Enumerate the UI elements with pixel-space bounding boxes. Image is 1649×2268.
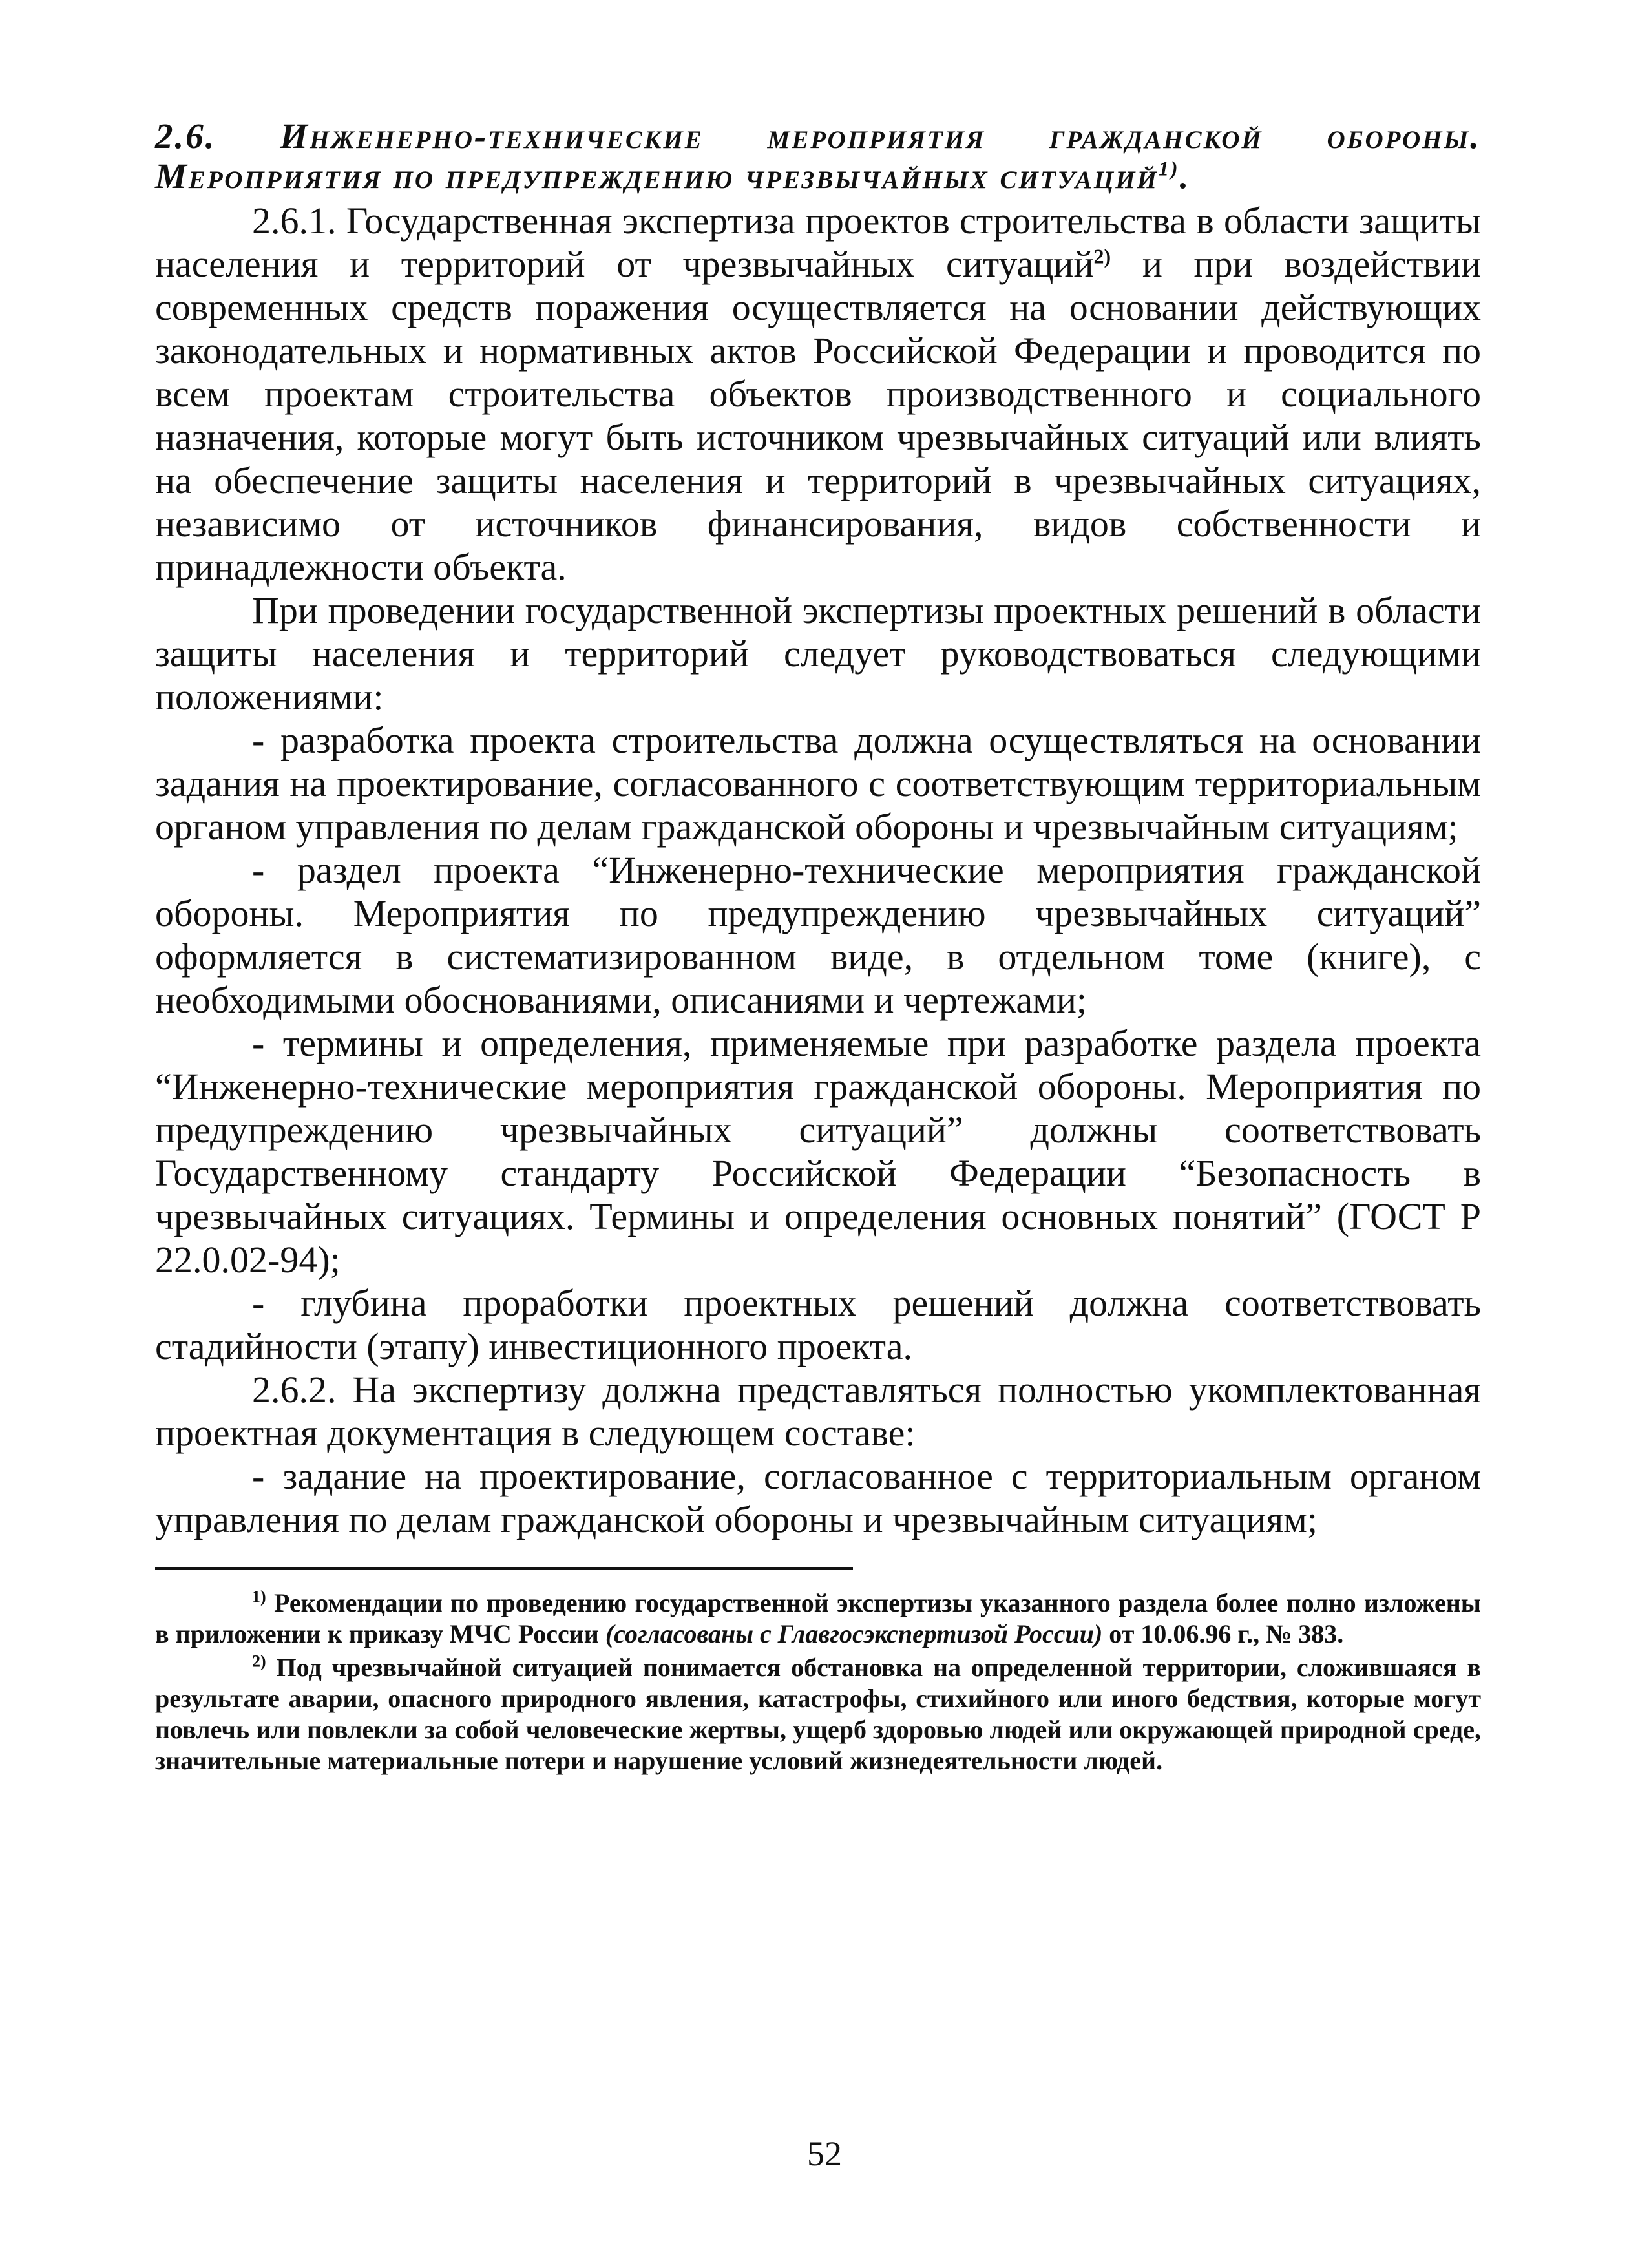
list-item: - задание на проектирование, согласованное с территориальным органом управления по делам гражданской обороны и чрезвычайным ситуациям; [155,1455,1481,1540]
section-heading [155,116,1481,196]
footnote-text: Под чрезвычайной ситуацией понимается обстановка на определенной территории, сложившаяся в результате аварии, опасного природного явления, катастрофы, стихийного или иного бедствия, которые могут повлечь или повлекли за собой человеческие жертвы, ущерб здоровью людей или окружающей природной среде, значительные материальные потери и нарушение условий жизнедеятельности людей. [155,1653,1481,1775]
footnote-1 [155,1588,1481,1650]
paragraph: При проведении государственной экспертизы проектных решений в области защиты населения и территорий следует руководствоваться следующими положениями: [155,589,1481,718]
paragraph-2-6-2: 2.6.2. На экспертизу должна представляться полностью укомплектованная проектная документация в следующем составе: [155,1369,1481,1454]
footnote-text: Рекомендации по проведению государственной экспертизы указанного раздела более полно изложены в приложении к приказу МЧС России [155,1588,1481,1648]
paragraph-2-6-1 [155,199,1481,589]
footnote-text: от 10.06.96 г., № 383. [1102,1619,1344,1648]
list-item: - разработка проекта строительства должна осуществляться на основании задания на проектирование, согласованного с соответствующим территориальным органом управления по делам гражданской обороны и чрезвычайным ситуациям; [155,719,1481,848]
section-heading-text: 2.6. Инженерно-технические мероприятия гражданской обороны. Мероприятия по предупреждению чрезвычайных ситуаций [155,116,1481,196]
list-item: - раздел проекта “Инженерно-технические мероприятия гражданской обороны. Мероприятия по предупреждению чрезвычайных ситуаций” оформляется в систематизированном виде, в отдельном томе (книге), с необходимыми обоснованиями, описаниями и чертежами; [155,849,1481,1021]
footnote-2 [155,1652,1481,1776]
footnote-divider [155,1567,853,1570]
page-number: 52 [807,2134,842,2173]
heading-footnote-ref: 1) [1158,156,1180,180]
heading-tail: . [1179,156,1191,196]
paragraph-text: 2.6.1. Государственная экспертиза проектов строительства в области защиты населения и территорий от чрезвычайных ситуаций [155,200,1481,285]
footnotes [155,1588,1481,1776]
footnote-text-italic: (согласованы с Главгосэкспертизой России) [605,1619,1103,1648]
footnote-marker: 2) [252,1652,266,1671]
body-text [155,199,1481,1541]
paragraph-text: и при воздействии современных средств поражения осуществляется на основании действующих законодательных и нормативных актов Российской Федерации и проводится по всем проектам строительства объектов производственного и социального назначения, которые могут быть источником чрезвычайных ситуаций или влиять на обеспечение защиты населения и территорий в чрезвычайных ситуациях, независимо от источников финансирования, видов собственности и принадлежности объекта. [155,243,1481,588]
list-item: - глубина проработки проектных решений должна соответствовать стадийности (этапу) инвестиционного проекта. [155,1282,1481,1367]
list-item: - термины и определения, применяемые при разработке раздела проекта “Инженерно-технические мероприятия гражданской обороны. Мероприятия по предупреждению чрезвычайных ситуаций” должны соответствовать Государственному стандарту Российской Федерации “Безопасность в чрезвычайных ситуациях. Термины и определения основных понятий” (ГОСТ Р 22.0.02-94); [155,1022,1481,1281]
document-page [155,116,1481,1779]
footnote-ref-2: 2) [1093,244,1111,268]
footnote-marker: 1) [252,1587,266,1606]
